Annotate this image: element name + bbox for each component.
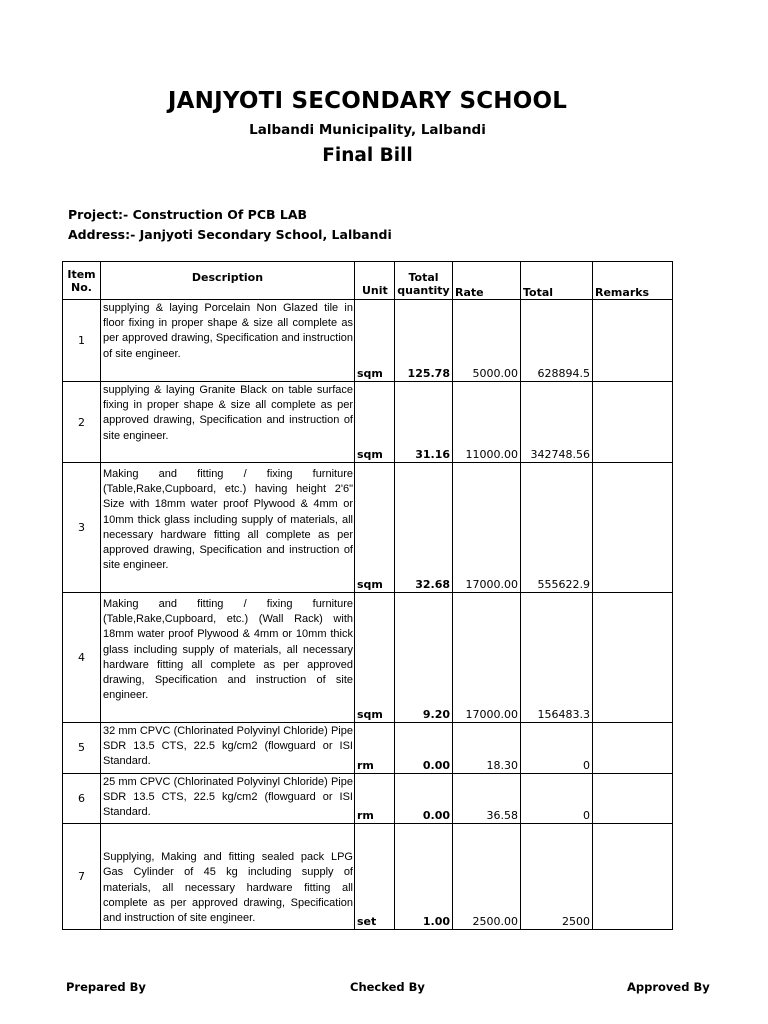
col-total-quantity <box>395 262 453 300</box>
item-qty: 0.00 <box>395 773 453 824</box>
item-remarks <box>593 723 673 774</box>
item-remarks <box>593 382 673 463</box>
item-description: supplying & laying Porcelain Non Glazed tile in floor fixing in proper shape & size all complete as per approved drawing, Specification and instruction of site engineer. <box>101 300 355 382</box>
item-qty: 0.00 <box>395 723 453 774</box>
item-total: 342748.56 <box>521 382 593 463</box>
item-total: 2500 <box>521 824 593 930</box>
item-rate: 11000.00 <box>453 382 521 463</box>
item-rate: 36.58 <box>453 773 521 824</box>
table-row <box>63 593 673 723</box>
item-remarks <box>593 593 673 723</box>
item-remarks <box>593 773 673 824</box>
item-no: 1 <box>63 300 101 382</box>
item-qty: 31.16 <box>395 382 453 463</box>
school-location: Lalbandi Municipality, Lalbandi <box>249 122 486 138</box>
school-name: JANJYOTI SECONDARY SCHOOL <box>167 88 568 114</box>
item-description: 25 mm CPVC (Chlorinated Polyvinyl Chloride) Pipe SDR 13.5 CTS, 22.5 kg/cm2 (flowguard or ISI Standard. <box>101 773 355 824</box>
col-qty-line2: quantity <box>397 284 450 297</box>
item-unit: rm <box>355 723 395 774</box>
approved-by-label: Approved By <box>627 980 710 994</box>
col-remarks: Remarks <box>593 262 673 300</box>
document-title: Final Bill <box>322 145 413 166</box>
item-remarks <box>593 463 673 593</box>
table-row <box>63 773 673 824</box>
item-total: 0 <box>521 723 593 774</box>
item-no: 6 <box>63 773 101 824</box>
table-row <box>63 382 673 463</box>
item-qty: 125.78 <box>395 300 453 382</box>
item-description: Supplying, Making and fitting sealed pack LPG Gas Cylinder of 45 kg including supply of materials, all necessary hardware fitting all complete as per approved drawing, Specification and instruction of site engineer. <box>101 824 355 930</box>
item-rate: 5000.00 <box>453 300 521 382</box>
prepared-by-label: Prepared By <box>66 980 146 994</box>
project-line: Project:- Construction Of PCB LAB <box>68 207 308 222</box>
item-total: 555622.9 <box>521 463 593 593</box>
bill-table <box>62 261 673 930</box>
item-unit: set <box>355 824 395 930</box>
item-rate: 18.30 <box>453 723 521 774</box>
item-unit: sqm <box>355 593 395 723</box>
col-qty-line1: Total <box>408 271 439 284</box>
table-row <box>63 300 673 382</box>
table-row <box>63 824 673 930</box>
col-item-no-line2: No. <box>71 280 92 294</box>
item-rate: 17000.00 <box>453 463 521 593</box>
item-unit: sqm <box>355 300 395 382</box>
item-total: 0 <box>521 773 593 824</box>
item-rate: 2500.00 <box>453 824 521 930</box>
item-remarks <box>593 824 673 930</box>
checked-by-label: Checked By <box>350 980 425 994</box>
item-qty: 32.68 <box>395 463 453 593</box>
col-unit: Unit <box>355 262 395 300</box>
item-unit: rm <box>355 773 395 824</box>
address-line: Address:- Janjyoti Secondary School, Lalbandi <box>68 227 392 242</box>
col-item-no-line1: Item <box>67 267 96 281</box>
header-row <box>63 262 673 300</box>
item-no: 4 <box>63 593 101 723</box>
item-qty: 1.00 <box>395 824 453 930</box>
item-unit: sqm <box>355 382 395 463</box>
item-total: 628894.5 <box>521 300 593 382</box>
item-no: 5 <box>63 723 101 774</box>
item-remarks <box>593 300 673 382</box>
item-no: 2 <box>63 382 101 463</box>
item-qty: 9.20 <box>395 593 453 723</box>
item-unit: sqm <box>355 463 395 593</box>
item-no: 7 <box>63 824 101 930</box>
col-rate: Rate <box>453 262 521 300</box>
item-rate: 17000.00 <box>453 593 521 723</box>
table-row <box>63 463 673 593</box>
item-no: 3 <box>63 463 101 593</box>
col-description: Description <box>101 262 355 300</box>
table-row <box>63 723 673 774</box>
item-description: Making and fitting / fixing furniture (Table,Rake,Cupboard, etc.) (Wall Rack) with 18mm water proof Plywood & 4mm or 10mm thick glass including supply of materials, all necessary hardware fitting all complete as per approved drawing, Specification and instruction of site engineer. <box>101 593 355 723</box>
item-description: Making and fitting / fixing furniture (Table,Rake,Cupboard, etc.) having height 2'6" Size with 18mm water proof Plywood & 4mm or 10mm thick glass including supply of materials, all necessary hardware fitting all complete as per approved drawing, Specification and instruction of site engineer. <box>101 463 355 593</box>
col-item-no <box>63 262 101 300</box>
item-description: 32 mm CPVC (Chlorinated Polyvinyl Chloride) Pipe SDR 13.5 CTS, 22.5 kg/cm2 (flowguard or ISI Standard. <box>101 723 355 774</box>
col-total: Total <box>521 262 593 300</box>
item-description: supplying & laying Granite Black on table surface fixing in proper shape & size all complete as per approved drawing, Specification and instruction of site engineer. <box>101 382 355 463</box>
item-total: 156483.3 <box>521 593 593 723</box>
